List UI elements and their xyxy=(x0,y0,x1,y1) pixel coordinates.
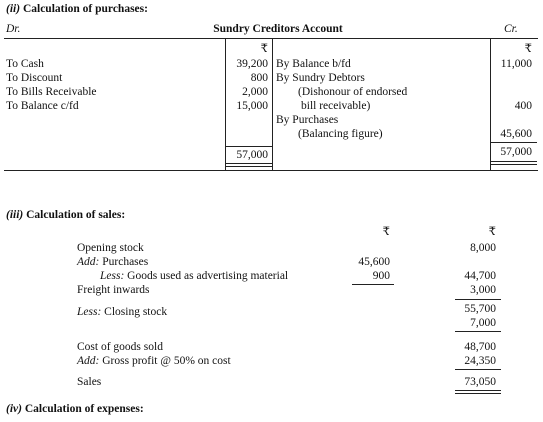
row-closing-c2: 7,000 xyxy=(470,317,496,329)
row-closing-label: Closing stock xyxy=(104,306,168,318)
debit-amount-discount: 800 xyxy=(250,72,268,84)
section-iii-heading xyxy=(6,209,125,222)
row-sales-label: Sales xyxy=(77,376,102,388)
row-opening-c2: 8,000 xyxy=(470,242,496,254)
row-purchases-c1: 45,600 xyxy=(358,256,390,268)
credit-amount-debtors: 400 xyxy=(514,100,532,112)
row-cogs-c2: 48,700 xyxy=(464,341,496,353)
debit-total: 57,000 xyxy=(236,149,268,161)
row-purchases-label: Purchases xyxy=(102,256,149,268)
section-iii-number: (iii) xyxy=(6,209,24,221)
closing-rule xyxy=(455,331,501,332)
credit-label-bill-receivable: bill receivable) xyxy=(301,100,371,112)
credit-label-balance: By Balance b/fd xyxy=(276,58,351,70)
row-goods-used xyxy=(100,270,288,283)
credit-total-double-rule xyxy=(491,161,537,165)
row-purchases xyxy=(77,256,148,269)
credit-total-rule xyxy=(491,142,537,143)
row-goods-used-prefix: Less: xyxy=(100,270,125,282)
credit-label-purchases: By Purchases xyxy=(276,114,339,126)
divider-credit-amounts xyxy=(490,38,491,170)
section-iv-number: (iv) xyxy=(6,403,22,415)
row-goods-used-c2: 44,700 xyxy=(464,270,496,282)
row-goods-used-c1: 900 xyxy=(372,270,390,282)
debit-label-balance: To Balance c/fd xyxy=(6,100,79,112)
credit-label-dishonour: (Dishonour of endorsed xyxy=(298,86,408,98)
credit-amount-purchases: 45,600 xyxy=(500,128,532,140)
row-purchases-prefix: Add: xyxy=(77,256,100,268)
dr-label: Dr. xyxy=(6,23,21,35)
col1-currency: ₹ xyxy=(382,226,390,238)
debit-amount-cash: 39,200 xyxy=(236,58,268,70)
row-subtotal1-c2: 55,700 xyxy=(464,303,496,315)
debit-total-rule xyxy=(226,146,272,147)
section-ii-heading xyxy=(6,3,148,16)
account-bottom-rule xyxy=(4,170,538,171)
credit-amount-balance: 11,000 xyxy=(500,58,532,70)
credit-label-debtors: By Sundry Debtors xyxy=(276,72,365,84)
row-freight-c2: 3,000 xyxy=(470,284,496,296)
debit-currency: ₹ xyxy=(260,43,268,55)
row-opening-label: Opening stock xyxy=(77,242,144,254)
debit-label-cash: To Cash xyxy=(6,58,44,70)
row-gross-profit xyxy=(77,355,231,368)
debit-label-discount: To Discount xyxy=(6,72,63,84)
section-iv-heading xyxy=(6,403,144,416)
section-ii-number: (ii) xyxy=(6,3,21,15)
credit-total: 57,000 xyxy=(500,146,532,158)
row-freight-label: Freight inwards xyxy=(77,284,150,296)
debit-amount-bills: 2,000 xyxy=(242,86,268,98)
section-ii-title: Calculation of purchases: xyxy=(22,3,148,15)
row-gross-profit-prefix: Add: xyxy=(77,355,100,367)
row-closing-prefix: Less: xyxy=(77,306,102,318)
account-title: Sundry Creditors Account xyxy=(213,23,343,35)
gross-profit-rule xyxy=(455,369,501,370)
subtotal1-rule xyxy=(455,299,501,300)
credit-currency: ₹ xyxy=(524,43,532,55)
row-sales-c2: 73,050 xyxy=(464,376,496,388)
section-iii-title: Calculation of sales: xyxy=(26,209,126,221)
row-gross-profit-label: Gross profit @ 50% on cost xyxy=(102,355,231,367)
account-top-rule xyxy=(4,38,538,39)
divider-center xyxy=(272,38,273,170)
sales-double-rule xyxy=(455,390,501,394)
debit-total-double-rule xyxy=(226,163,272,167)
row-cogs-label: Cost of goods sold xyxy=(77,341,163,353)
col1-underline xyxy=(352,284,394,285)
row-goods-used-label: Goods used as advertising material xyxy=(127,270,289,282)
debit-amount-balance: 15,000 xyxy=(236,100,268,112)
col2-currency: ₹ xyxy=(488,226,496,238)
section-iv-title: Calculation of expenses: xyxy=(24,403,144,415)
debit-label-bills: To Bills Receivable xyxy=(6,86,97,98)
credit-label-balancing: (Balancing figure) xyxy=(298,128,383,140)
cr-label: Cr. xyxy=(504,23,518,35)
row-gross-profit-c2: 24,350 xyxy=(464,355,496,367)
row-closing xyxy=(77,306,167,319)
